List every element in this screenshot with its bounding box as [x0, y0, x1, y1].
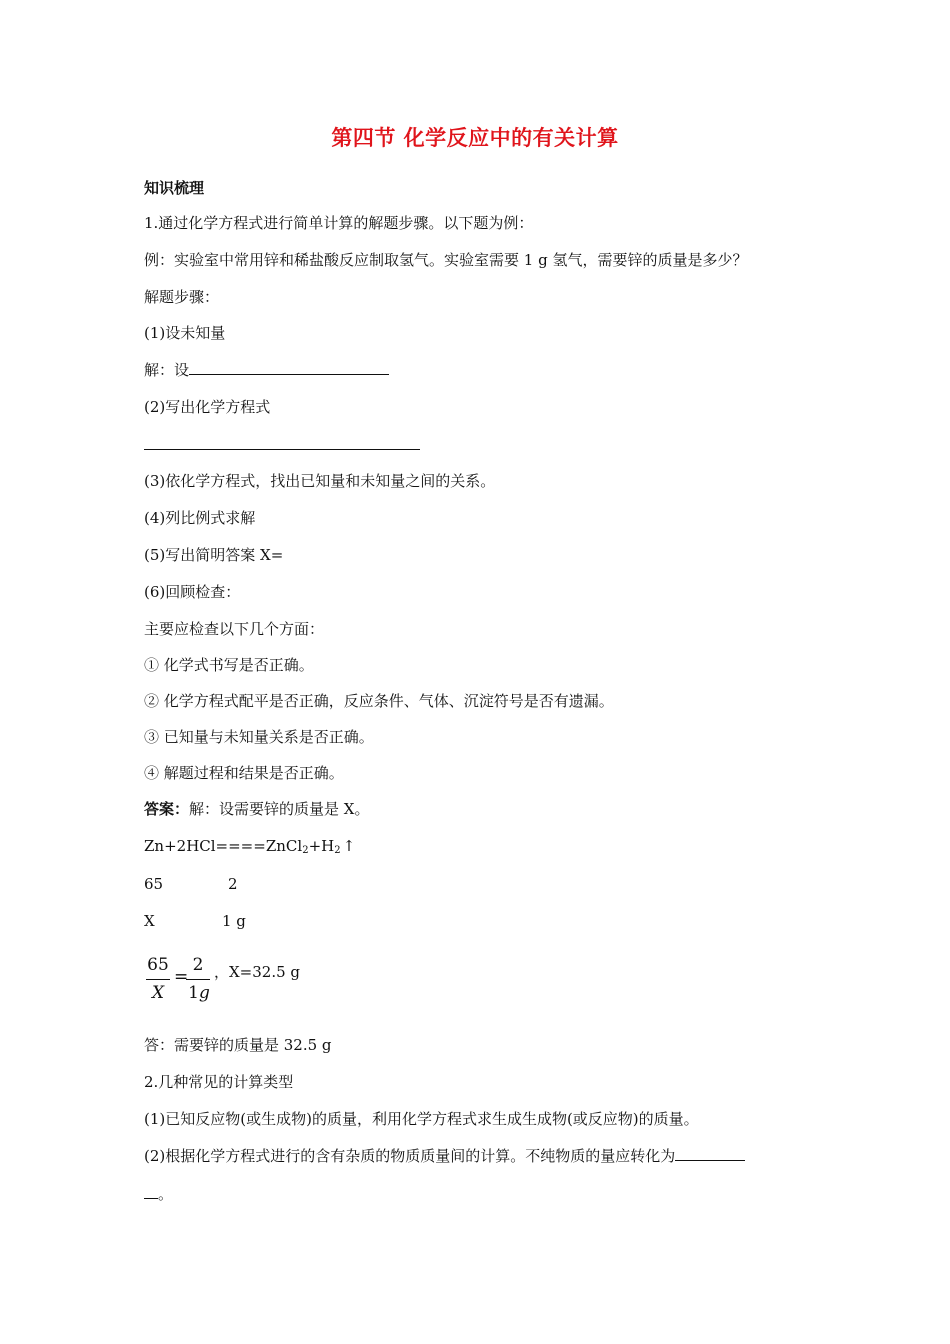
page-title: 第四节 化学反应中的有关计算 — [331, 126, 619, 150]
step-1-answer-prefix: 解：设 — [144, 361, 190, 379]
steps-heading: 解题步骤： — [144, 288, 220, 306]
equation-part: +H — [308, 837, 335, 855]
step-2-answer-line — [144, 435, 420, 455]
answer-line — [144, 799, 369, 819]
step-1-answer — [144, 360, 389, 380]
answer-text: 解：设需要锌的质量是 X。 — [189, 800, 370, 818]
step-3: (3)依化学方程式，找出已知量和未知量之间的关系。 — [144, 472, 496, 490]
denominator-unit: g — [198, 983, 210, 1003]
equation-part: Zn+2HCl====ZnCl — [144, 837, 303, 855]
section-heading: 知识梳理 — [144, 179, 205, 197]
step-4: (4)列比例式求解 — [144, 509, 256, 527]
fraction-bar — [146, 979, 170, 980]
fill-blank[interactable] — [189, 360, 389, 375]
denominator-number: 1 — [188, 983, 199, 1003]
ratio-value: X — [144, 912, 155, 930]
fraction-numerator: 2 — [192, 955, 204, 975]
ratio-row — [144, 874, 238, 894]
fraction-denominator: X — [151, 983, 165, 1003]
type-2-text: (2)根据化学方程式进行的含有杂质的物质质量间的计算。不纯物质的量应转化为 — [144, 1147, 676, 1165]
step-2: (2)写出化学方程式 — [144, 398, 271, 416]
check-item: ② 化学方程式配平是否正确，反应条件、气体、沉淀符号是否有遗漏。 — [144, 692, 614, 710]
final-answer: 答：需要锌的质量是 32.5 g — [144, 1036, 332, 1054]
chemical-equation — [144, 836, 355, 856]
ratio-row — [144, 911, 246, 931]
item2-heading: 2.几种常见的计算类型 — [144, 1073, 294, 1091]
equation-subscript: 2 — [302, 845, 309, 856]
fill-blank[interactable] — [144, 1184, 158, 1199]
ratio-value: 1 g — [222, 912, 246, 930]
ratio-value: 65 — [144, 875, 164, 893]
gas-arrow-icon: ↑ — [342, 837, 356, 855]
step-5: (5)写出简明答案 X= — [144, 546, 284, 564]
fraction-numerator: 65 — [147, 955, 169, 975]
fraction-bar — [186, 979, 210, 980]
equation-subscript: 2 — [334, 845, 341, 856]
item1-intro: 1.通过化学方程式进行简单计算的解题步骤。以下题为例： — [144, 214, 534, 232]
fill-blank[interactable] — [144, 435, 420, 450]
check-item: ④ 解题过程和结果是否正确。 — [144, 764, 344, 782]
type-1: (1)已知反应物(或生成物)的质量，利用化学方程式求生成生成物(或反应物)的质量。 — [144, 1110, 699, 1128]
equals-sign: = — [174, 967, 189, 987]
check-intro: 主要应检查以下几个方面： — [144, 620, 325, 638]
check-item: ① 化学式书写是否正确。 — [144, 656, 314, 674]
fraction-denominator — [184, 983, 214, 1003]
step-6: (6)回顾检查： — [144, 583, 241, 601]
answer-label: 答案： — [144, 800, 190, 818]
ratio-value: 2 — [228, 875, 238, 893]
step-1: (1)设未知量 — [144, 324, 226, 342]
type-2-continuation — [144, 1184, 173, 1204]
fraction-result: ，X=32.5 g — [214, 963, 301, 981]
proportion-fraction — [144, 955, 214, 1007]
check-item: ③ 已知量与未知量关系是否正确。 — [144, 728, 374, 746]
fill-blank[interactable] — [675, 1146, 745, 1161]
type-2-end: 。 — [158, 1185, 174, 1203]
type-2 — [144, 1146, 745, 1166]
example-question: 例：实验室中常用锌和稀盐酸反应制取氢气。实验室需要 1 g 氢气，需要锌的质量是多少？ — [144, 251, 748, 269]
